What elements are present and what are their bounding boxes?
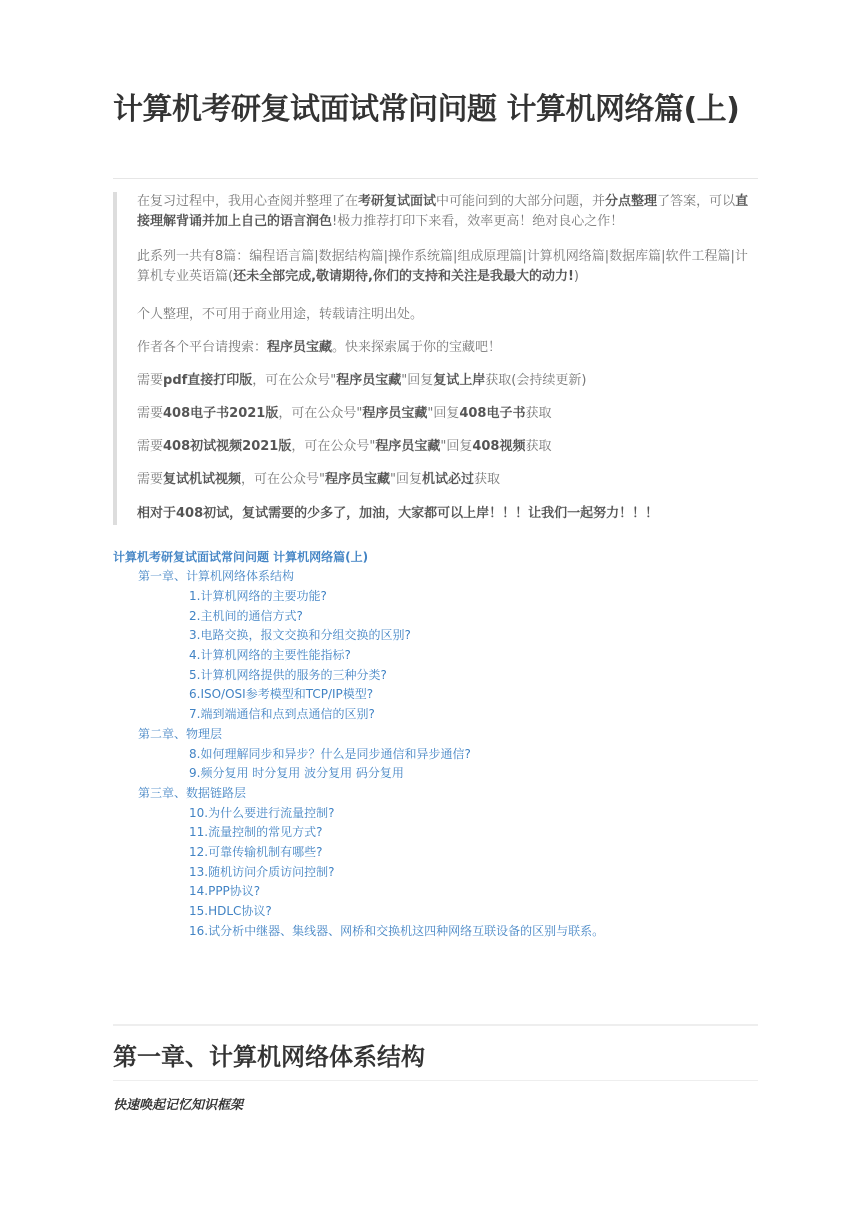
bold-text: 直接理解背诵并加上自己的语言润色: [137, 194, 749, 229]
bold-text: 程序员宝藏: [325, 472, 391, 487]
text: 获取(会持续更新): [485, 373, 587, 388]
text: 作者各个平台请搜索：: [137, 340, 268, 355]
toc-item[interactable]: 15.HDLC协议?: [189, 904, 272, 918]
text: "回复: [390, 472, 423, 487]
intro-paragraph-1: [137, 192, 758, 232]
document-title: 计算机考研复试面试常问问题 计算机网络篇(上): [113, 92, 740, 127]
title-divider: [113, 178, 758, 179]
bold-text: 复试上岸: [433, 373, 486, 388]
text: 了答案，可以: [657, 194, 736, 209]
section-heading: 第一章、计算机网络体系结构: [113, 1043, 425, 1071]
bold-text: 程序员宝藏: [362, 406, 428, 421]
bold-text: 还未全部完成,敬请期待,你们的支持和关注是我最大的动力!: [233, 269, 574, 284]
text: ，可在公众号": [278, 406, 363, 421]
toc-chapter-3[interactable]: 第三章、数据链路层: [138, 786, 247, 800]
text: 中可能问到的大部分问题，并: [436, 194, 606, 209]
bold-text: 408视频: [472, 439, 526, 454]
intro-blockquote: [113, 192, 758, 525]
text: 此系列一共有8篇：编程语言篇|数据结构篇|操作系统篇|组成原理篇|计算机网络篇|数据库篇|软件工程篇|计算机专业英语篇(: [137, 249, 748, 284]
toc-item[interactable]: 3.电路交换，报文交换和分组交换的区别?: [189, 628, 411, 642]
toc-item[interactable]: 6.ISO/OSI参考模型和TCP/IP模型?: [189, 687, 374, 701]
text: 需要: [137, 472, 164, 487]
toc-item[interactable]: 1.计算机网络的主要功能?: [189, 589, 327, 603]
intro-paragraph-9: [137, 504, 758, 524]
text: "回复: [401, 373, 434, 388]
text: 需要: [137, 373, 164, 388]
bold-text: 复试机试视频: [163, 472, 242, 487]
text: 获取: [525, 406, 552, 421]
bold-text: 程序员宝藏: [336, 373, 402, 388]
text: "回复: [440, 439, 473, 454]
intro-paragraph-2: [137, 247, 758, 287]
bold-text: 相对于408初试，复试需要的少多了，加油，大家都可以上岸！！！让我们一起努力！！！: [137, 506, 659, 521]
toc-item[interactable]: 9.频分复用 时分复用 波分复用 码分复用: [189, 766, 404, 780]
toc-item[interactable]: 16.试分析中继器、集线器、网桥和交换机这四种网络互联设备的区别与联系。: [189, 924, 605, 938]
intro-paragraph-7: [137, 437, 758, 457]
intro-paragraph-8: [137, 470, 758, 490]
intro-paragraph-3: 个人整理，不可用于商业用途，转载请注明出处。: [137, 307, 424, 322]
bold-text: 408初试视频2021版: [163, 439, 292, 454]
text: ，可在公众号": [291, 439, 376, 454]
text: 需要: [137, 439, 164, 454]
intro-paragraph-5: [137, 371, 758, 391]
toc-item[interactable]: 11.流量控制的常见方式?: [189, 825, 323, 839]
toc-item[interactable]: 12.可靠传输机制有哪些?: [189, 845, 323, 859]
toc-item[interactable]: 14.PPP协议?: [189, 884, 261, 898]
toc-item[interactable]: 4.计算机网络的主要性能指标?: [189, 648, 351, 662]
emphasis-subheading: 快速唤起记忆知识框架: [113, 1098, 244, 1113]
toc-item[interactable]: 5.计算机网络提供的服务的三种分类?: [189, 668, 387, 682]
bold-text: 程序员宝藏: [267, 340, 333, 355]
text: 需要: [137, 406, 164, 421]
text: 在复习过程中，我用心查阅并整理了在: [137, 194, 359, 209]
toc-item[interactable]: 2.主机间的通信方式?: [189, 609, 303, 623]
text: !极力推荐打印下来看，效率更高！绝对良心之作！: [332, 214, 624, 229]
bold-text: 机试必过: [422, 472, 475, 487]
toc-item[interactable]: 10.为什么要进行流量控制?: [189, 806, 335, 820]
toc-item[interactable]: 13.随机访问介质访问控制?: [189, 865, 335, 879]
bold-text: 考研复试面试: [358, 194, 437, 209]
text: ，可在公众号": [241, 472, 326, 487]
bold-text: pdf直接打印版: [163, 373, 253, 388]
toc-title-link[interactable]: 计算机考研复试面试常问问题 计算机网络篇(上): [113, 550, 369, 564]
heading-underline: [113, 1080, 758, 1081]
toc-item[interactable]: 7.端到端通信和点到点通信的区别?: [189, 707, 375, 721]
toc-item[interactable]: 8.如何理解同步和异步？什么是同步通信和异步通信?: [189, 747, 471, 761]
bold-text: 408电子书2021版: [163, 406, 279, 421]
text: 获取: [474, 472, 501, 487]
toc-chapter-1[interactable]: 第一章、计算机网络体系结构: [138, 569, 295, 583]
bold-text: 程序员宝藏: [375, 439, 441, 454]
bold-text: 分点整理: [605, 194, 658, 209]
text: 获取: [525, 439, 552, 454]
text: ，可在公众号": [252, 373, 337, 388]
toc-chapter-2[interactable]: 第二章、物理层: [138, 727, 223, 741]
intro-paragraph-4: [137, 338, 758, 358]
text: 。快来探索属于你的宝藏吧！: [332, 340, 502, 355]
intro-paragraph-6: [137, 404, 758, 424]
text: "回复: [427, 406, 460, 421]
section-divider: [113, 1024, 758, 1026]
text: ): [573, 269, 579, 284]
bold-text: 408电子书: [459, 406, 526, 421]
